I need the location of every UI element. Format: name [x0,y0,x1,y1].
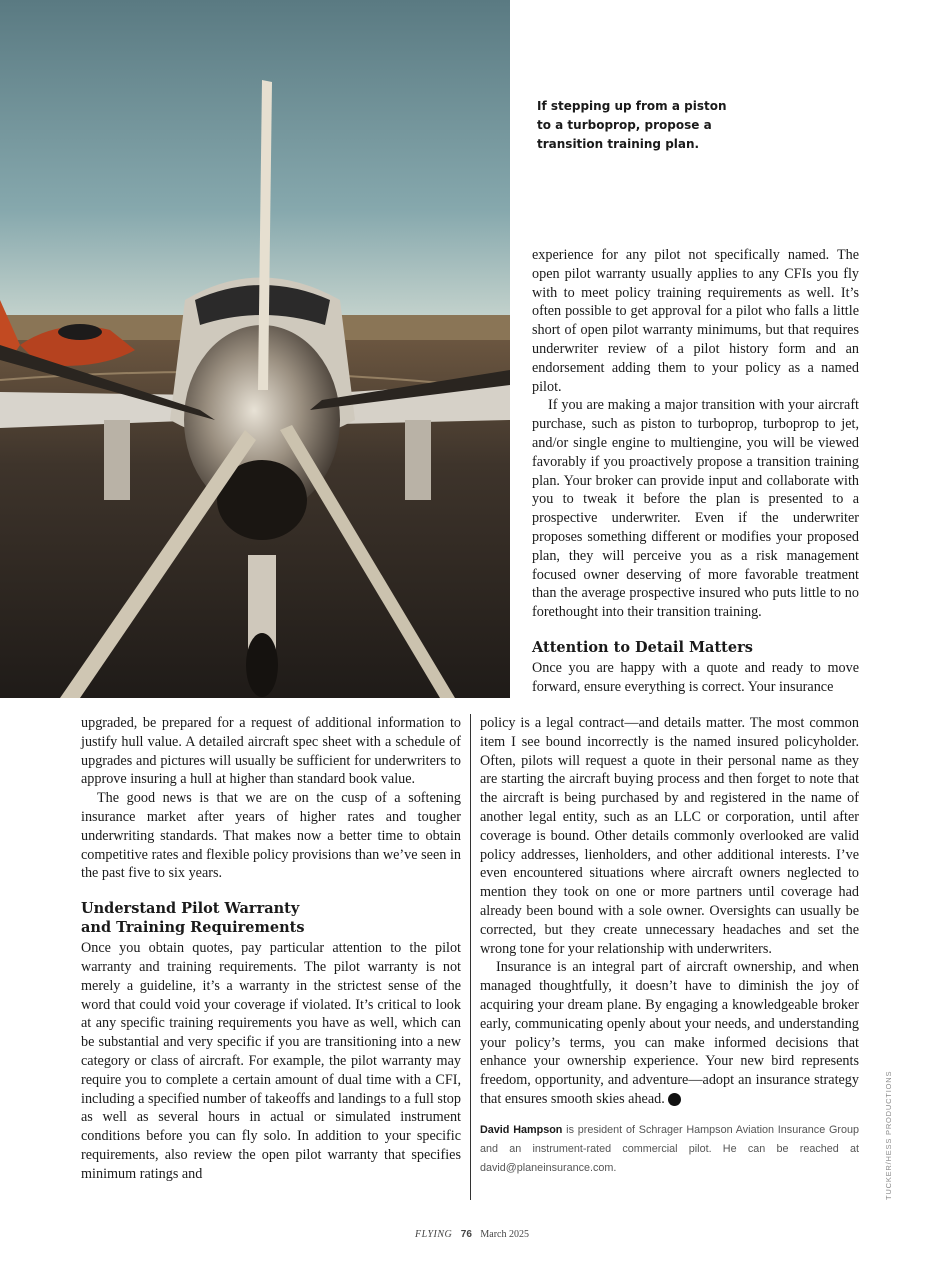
section-heading-attention: Attention to Detail Matters [532,638,753,656]
paragraph: Once you obtain quotes, pay particular attention to the pilot warranty and training requirements. The pilot warranty is not merely a guideline, it’s a warranty in the strictest sense of the word that could void your coverage if violated. It’s critical to look at any specific training requirements you have as well, which can be substantial and very specific if you are transitioning into a new category or class of aircraft. For example, the pilot warranty may require you to complete a certain amount of dual time with a CFI, including a specified number of takeoffs and landings to a full stop as well as several hours in actual or simulated instrument conditions before you can fly solo. In addition to your specific requirements, also review the open pilot warranty that specifies minimum ratings and [81,940,461,1182]
page-footer [0,1229,944,1240]
paragraph: policy is a legal contract—and details matter. The most common item I see bound incorrectly is the named insured policyholder. Often, pilots will request a quote in their personal name as they are starting the aircraft buying process and then forget to note that the aircraft is being purchased by and registered in the name of another legal entity, such as an LLC or corporation, until after coverage is bound. Other details commonly overlooked are valid policy addresses, lienholders, and other additional interests. I’ve even encountered situations where aircraft owners neglected to mention they took on one or more partners until coverage had already been bound with a sole owner. Oversights can usually be corrected, but they create unnecessary headaches and set the wrong tone for your relationship with underwriters. [480,715,859,957]
right-column-bottom [480,714,859,1178]
heading-line: and Training Requirements [81,919,305,937]
paragraph: Once you are happy with a quote and ready to move forward, ensure everything is correct. Your insurance [532,659,859,695]
issue-date: March 2025 [480,1229,529,1240]
paragraph: upgraded, be prepared for a request of additional information to justify hull value. A detailed aircraft spec sheet with a schedule of upgrades and pictures will usually be sufficient for underwriters to approve insuring a hull at higher than standard book value. [81,715,461,788]
paragraph [480,958,859,1108]
left-column [81,714,461,1184]
section-heading-pilot-warranty [81,899,461,937]
airplane-photo [0,0,510,698]
magazine-name: FLYING [415,1229,453,1240]
author-name: David Hampson [480,1123,563,1136]
paragraph: experience for any pilot not specifically named. The open pilot warranty usually applies to any CFIs you fly with to meet policy training requirements as well. It’s often possible to get approval for a pilot who falls a little short of open pilot warranty minimums, but that requires underwriter review of a pilot history form and an endorsement adding them to your policy as a named pilot. [532,247,859,395]
paragraph: If you are making a major transition with your aircraft purchase, such as piston to turboprop, turboprop to jet, and/or single engine to multiengine, you will be viewed favorably if you proactively propose a transition training plan. Your broker can provide input and collaborate with you to tweak it before the plan is presented to a prospective underwriter. Even if the underwriter proposes something different or modifies your proposed plan, they will perceive you as a risk management focused owner deserving of more favorable treatment than the average prospective insured who puts little to no forethought into their transition training. [532,397,859,621]
paragraph-text: Insurance is an integral part of aircraft ownership, and when managed thoughtfully, it doesn’t have to diminish the joy of acquiring your dream plane. By engaging a knowledgeable broker early, communicating openly about your needs, and understanding your policy’s terms, you can make informed decisions that enhance your ownership experience. Your new bird represents freedom, opportunity, and adventure—adopt an insurance strategy that ensures smooth skies ahead. [480,959,859,1107]
photo-caption: If stepping up from a piston to a turboprop, propose a transition training plan. [537,99,727,151]
page-number: 76 [460,1229,472,1240]
right-column-top [532,246,859,697]
photo-credit: TUCKER/HESS PRODUCTIONS [884,1070,893,1200]
author-bio-text: is president of Schrager Hampson Aviation Insurance Group and an instrument-rated commercial pilot. He can be reached at david@planeinsurance.com. [480,1123,860,1174]
heading-line: Understand Pilot Warranty [81,900,300,918]
paragraph: The good news is that we are on the cusp of a softening insurance market after years of higher rates and tougher underwriting standards. That makes now a better time to obtain competitive rates and flexible policy provisions than we’ve seen in the past five to six years. [81,790,461,882]
column-divider [470,714,471,1200]
author-bio [480,1121,859,1178]
end-mark-icon: F [668,1093,681,1106]
